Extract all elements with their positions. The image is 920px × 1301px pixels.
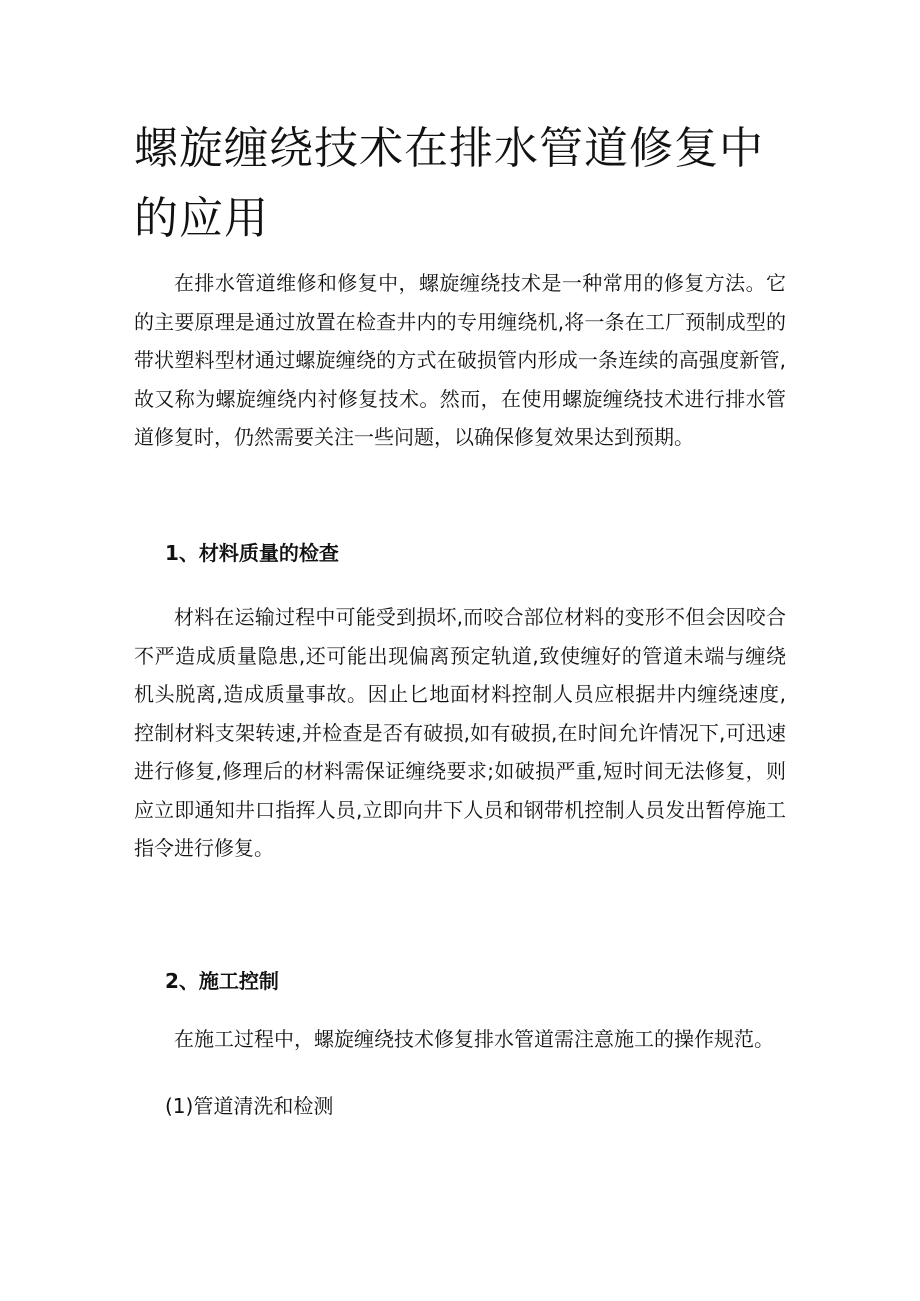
subsection-heading-pipe-cleaning: (1)管道清洗和检测 xyxy=(165,1094,334,1118)
section-body-construction-control: 在施工过程中，螺旋缠绕技术修复排水管道需注意施工的操作规范。 xyxy=(174,1027,774,1051)
document-title: 螺旋缠绕技术在排水管道修复中的应用 xyxy=(134,123,764,244)
section-heading-construction-control: 2、施工控制 xyxy=(165,969,279,993)
section-heading-material-check: 1、材料质量的检查 xyxy=(165,541,339,565)
section-body-material-check: 材料在运输过程中可能受到损坏,而咬合部位材料的变形不但会因咬合不严造成质量隐患,还可能出现偏离预定轨道,致使缠好的管道未端与缠绕机头脱离,造成质量事故。因止匕地面材料控制人员应根据井内缠绕速度,控制材料支架转速,并检查是否有破损,如有破损,在时间允许情况下,可迅速进行修复,修理后的材料需保证缠绕要求;如破损严重,短时间无法修复，则应立即通知井口指挥人员,立即向井下人员和钢带机控制人员发出暂停施工指令进行修复。 xyxy=(134,605,786,860)
intro-paragraph: 在排水管道维修和修复中，螺旋缠绕技术是一种常用的修复方法。它的主要原理是通过放置在检查井内的专用缠绕机,将一条在工厂预制成型的带状塑料型材通过螺旋缠绕的方式在破损管内形成一条连续的高强度新管,故又称为螺旋缠绕内衬修复技术。然而，在使用螺旋缠绕技术进行排水管道修复时，仍然需要关注一些问题，以确保修复效果达到预期。 xyxy=(134,271,786,449)
